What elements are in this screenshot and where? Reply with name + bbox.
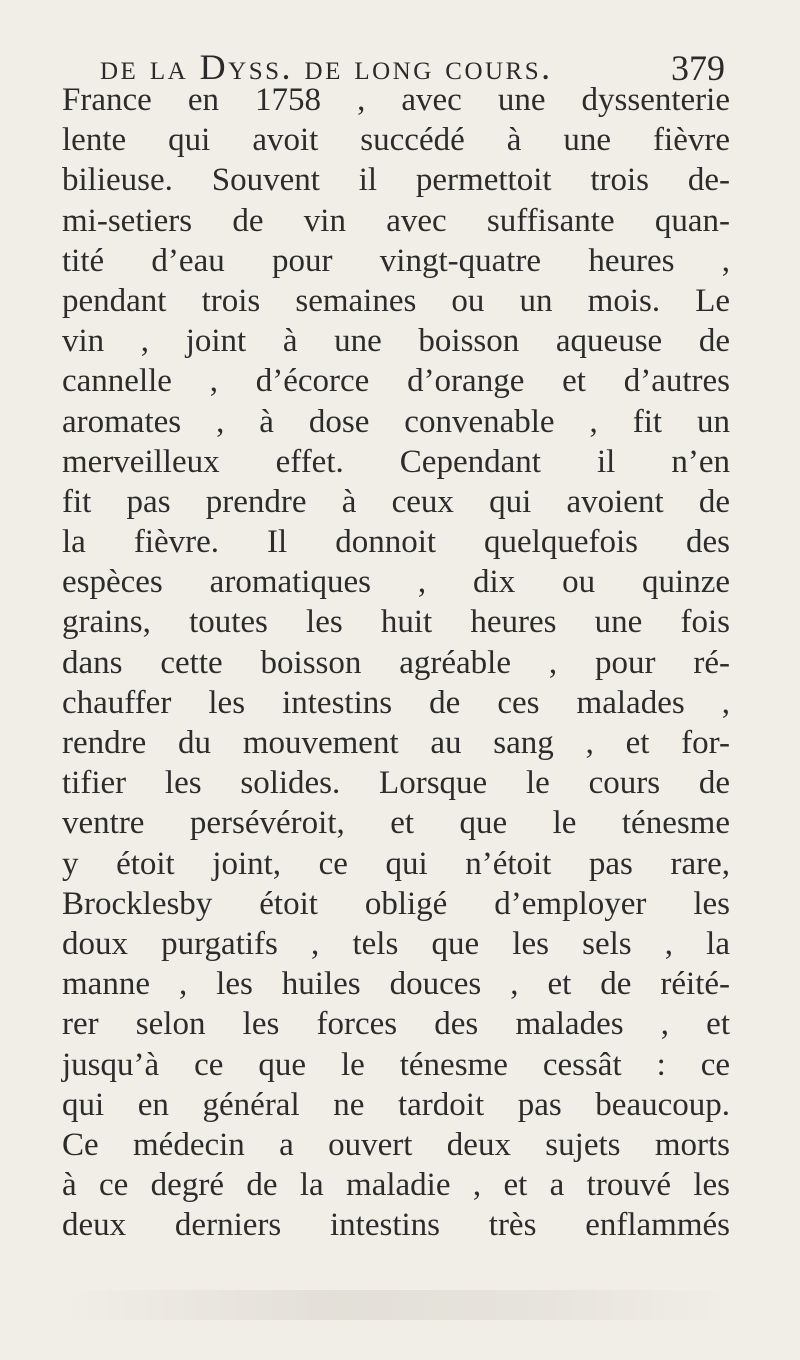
running-head: de la Dyss. de long cours. bbox=[100, 47, 553, 87]
text-line: rer selon les forces des malades , et bbox=[62, 1006, 730, 1043]
text-line: jusqu’à ce que le ténesme cessât : ce bbox=[62, 1046, 730, 1083]
text-line: la fièvre. Il donnoit quelquefois des bbox=[62, 524, 730, 561]
text-line: manne , les huiles douces , et de réité- bbox=[62, 966, 730, 1003]
text-line: mi-setiers de vin avec suffisante quan- bbox=[62, 202, 730, 239]
text-line: tité d’eau pour vingt-quatre heures , bbox=[62, 242, 730, 279]
text-line: merveilleux effet. Cependant il n’en bbox=[62, 443, 730, 480]
text-line: pendant trois semaines ou un mois. Le bbox=[62, 282, 730, 319]
bleed-through-smudge bbox=[60, 1290, 740, 1320]
text-line: doux purgatifs , tels que les sels , la bbox=[62, 925, 730, 962]
text-line: lente qui avoit succédé à une fièvre bbox=[62, 122, 730, 159]
text-line: chauffer les intestins de ces malades , bbox=[62, 684, 730, 721]
text-line: rendre du mouvement au sang , et for- bbox=[62, 725, 730, 761]
text-line: Ce médecin a ouvert deux sujets morts bbox=[62, 1126, 730, 1163]
text-line: deux derniers intestins très enflammés bbox=[62, 1207, 730, 1244]
text-line: fit pas prendre à ceux qui avoient de bbox=[62, 483, 730, 520]
text-line: dans cette boisson agréable , pour ré- bbox=[62, 644, 730, 681]
body-text bbox=[62, 80, 730, 1245]
text-line: Brocklesby étoit obligé d’employer les bbox=[62, 885, 730, 922]
text-line: grains, toutes les huit heures une fois bbox=[62, 604, 730, 641]
page-number: 379 bbox=[671, 48, 725, 88]
text-line: espèces aromatiques , dix ou quinze bbox=[62, 564, 730, 601]
text-line: vin , joint à une boisson aqueuse de bbox=[62, 323, 730, 360]
text-line: aromates , à dose convenable , fit un bbox=[62, 403, 730, 440]
text-line: à ce degré de la maladie , et a trouvé les bbox=[62, 1167, 730, 1204]
text-line: tifier les solides. Lorsque le cours de bbox=[62, 765, 730, 802]
text-line: cannelle , d’écorce d’orange et d’autres bbox=[62, 363, 730, 400]
text-line: y étoit joint, ce qui n’étoit pas rare, bbox=[62, 845, 730, 882]
text-line: bilieuse. Souvent il permettoit trois de- bbox=[62, 162, 730, 199]
text-line: qui en général ne tardoit pas beaucoup. bbox=[62, 1086, 730, 1123]
text-line: ventre persévéroit, et que le ténesme bbox=[62, 805, 730, 842]
text-line: France en 1758 , avec une dyssenterie bbox=[62, 82, 730, 118]
